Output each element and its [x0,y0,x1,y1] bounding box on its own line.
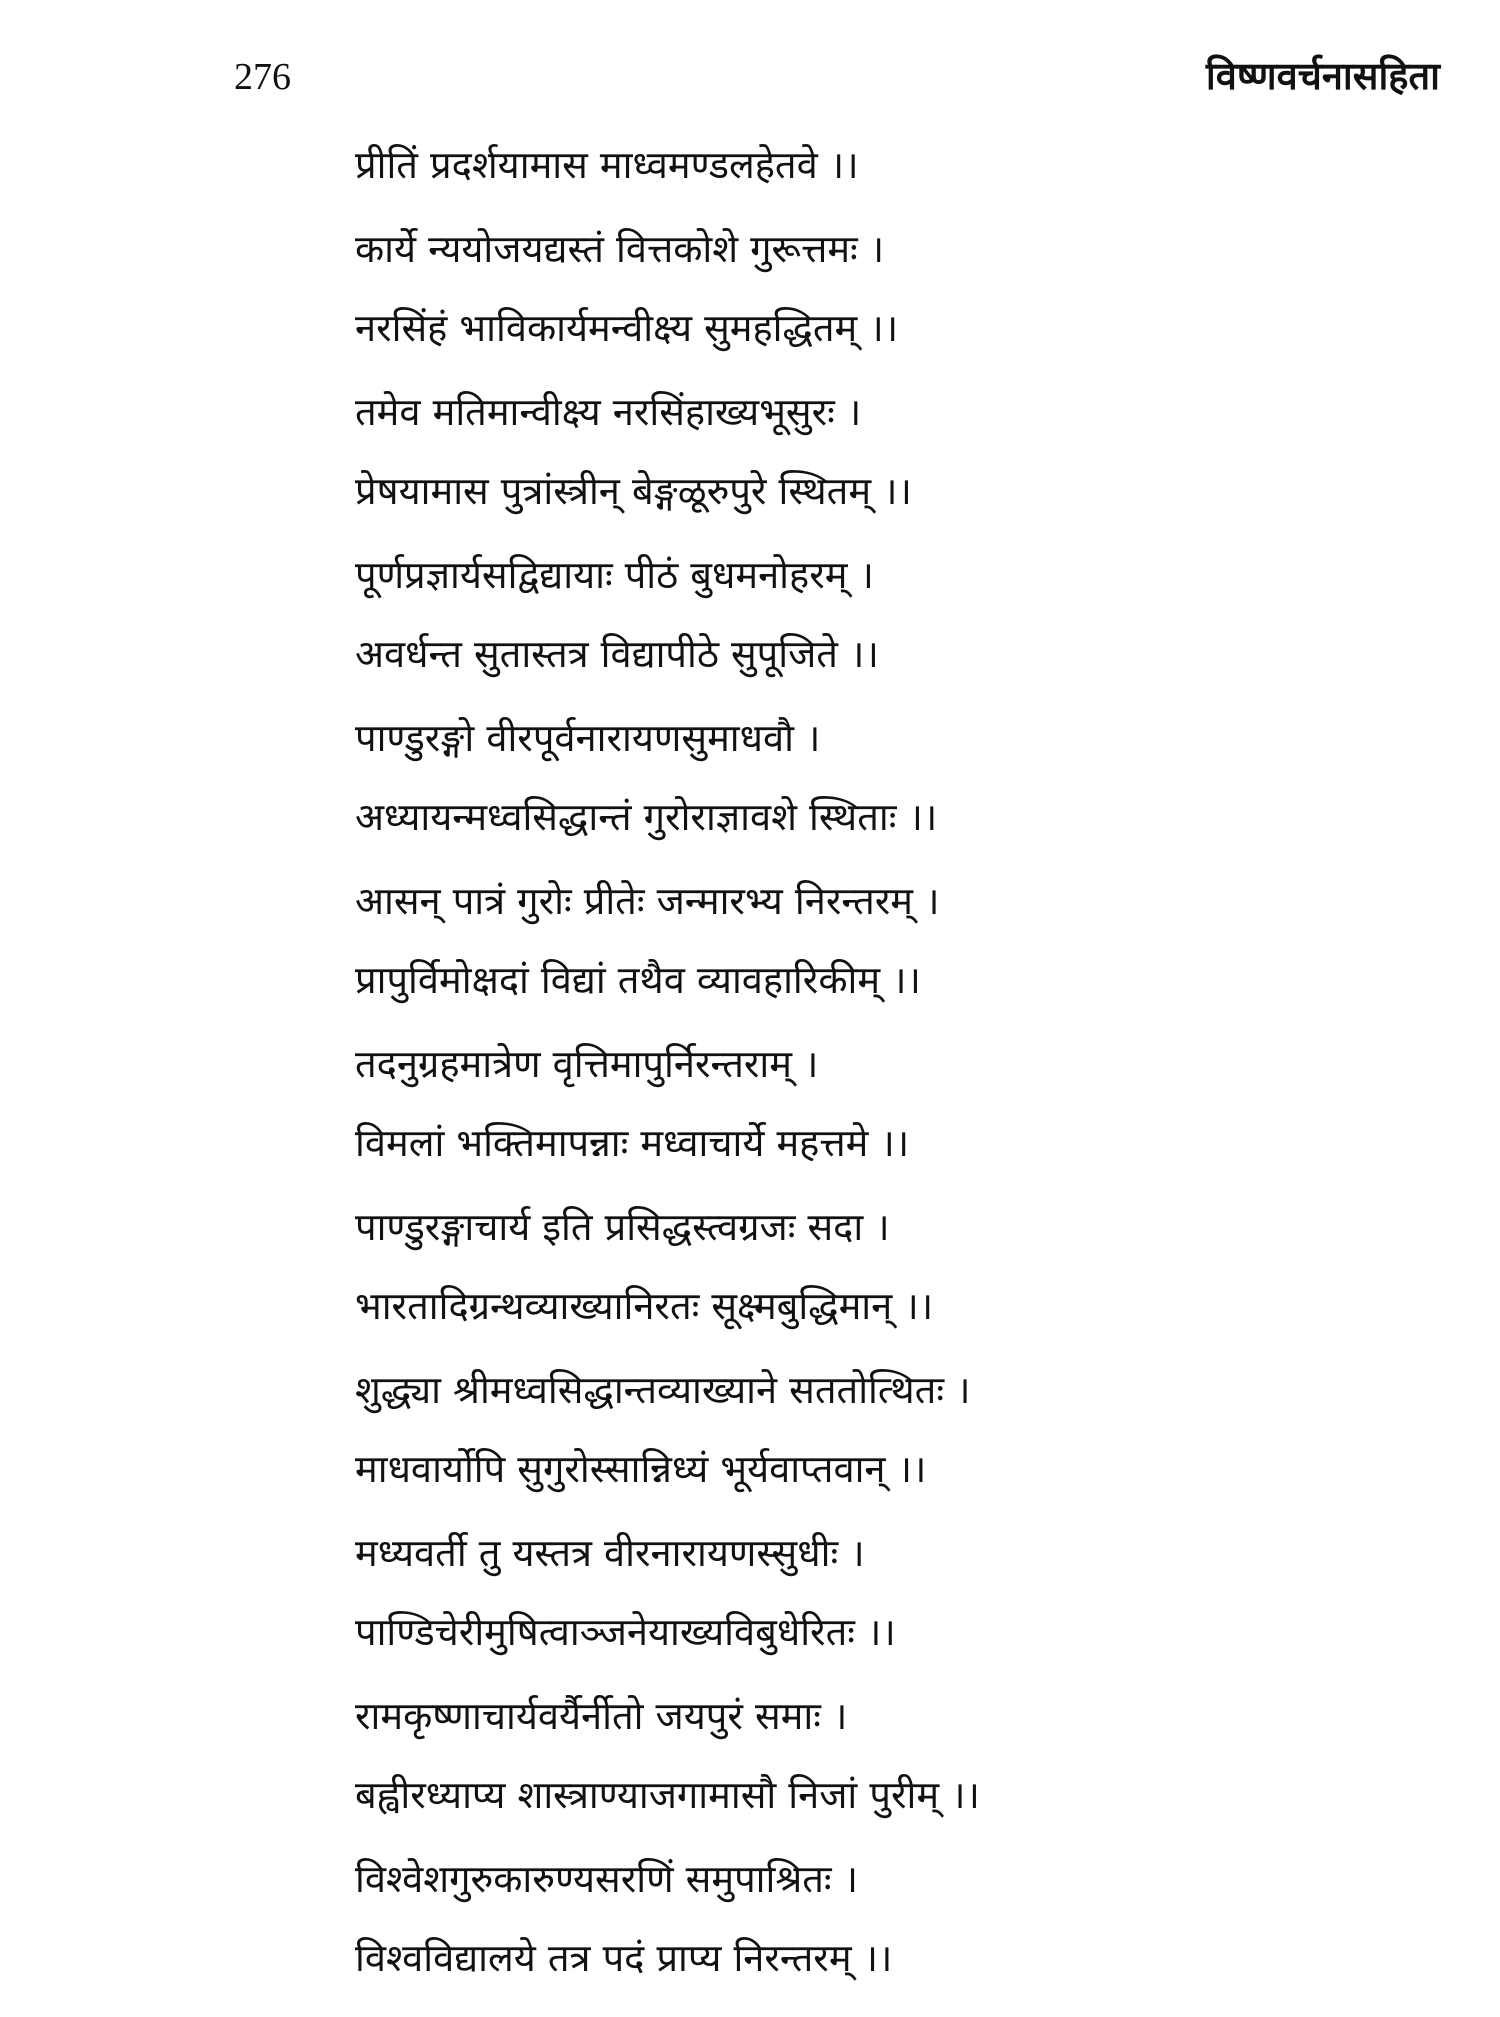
verse-line: प्रेषयामास पुत्रांस्त्रीन् बेङ्गळूरुपुरे स्थितम् ।। [355,469,912,513]
verse [355,1039,1455,1168]
verse [355,1202,1455,1331]
verse [355,713,1455,842]
verse-body [355,140,1455,2017]
verse-line: नरसिंहं भाविकार्यमन्वीक्ष्य सुमहद्धितम् ।। [355,306,899,350]
verse-line: भारतादिग्रन्थव्याख्यानिरतः सूक्ष्मबुद्धिमान् ।। [355,1284,934,1328]
verse [355,224,1455,353]
verse-line: मध्यवर्ती तु यस्तत्र वीरनारायणस्सुधीः । [355,1531,865,1575]
verse-line: प्रीतिं प्रदर्शयामास माध्वमण्डलहेतवे ।। [355,143,859,187]
verse [355,1528,1455,1657]
page-number: 276 [234,56,291,98]
verse-line: तमेव मतिमान्वीक्ष्य नरसिंहाख्यभूसुरः । [355,390,862,434]
verse-line: विश्वेशगुरुकारुण्यसरणिं समुपाश्रितः । [355,1857,859,1901]
verse-line: प्रापुर्विमोक्षदां विद्यां तथैव व्यावहारिकीम् ।। [355,958,921,1002]
verse [355,1854,1455,1983]
verse-line: शुद्ध्या श्रीमध्वसिद्धान्तव्याख्याने सततोत्थितः । [355,1368,971,1412]
verse-line: विश्वविद्यालये तत्र पदं प्राप्य निरन्तरम् ।। [355,1936,893,1980]
verse-line: तदनुग्रहमात्रेण वृत्तिमापुर्निरन्तराम् । [355,1042,819,1086]
verse-line: माधवार्योपि सुगुरोस्सान्निध्यं भूर्यवाप्तवान् ।। [355,1447,927,1491]
verse-line: पाण्डुरङ्गाचार्य इति प्रसिद्धस्त्वग्रजः सदा । [355,1205,890,1249]
verse-line: आसन् पात्रं गुरोः प्रीतेः जन्मारभ्य निरन्तरम् । [355,879,940,923]
verse [355,550,1455,679]
verse-fragment [355,140,1455,190]
verse-line: पाण्डुरङ्गो वीरपूर्वनारायणसुमाधवौ । [355,716,821,760]
verse-line: पाण्डिचेरीमुषित्वाञ्जनेयाख्यविबुधेरितः ।। [355,1610,896,1654]
verse-line: अध्यायन्मध्वसिद्धान्तं गुरोराज्ञावशे स्थिताः ।। [355,795,938,839]
verse-line: विमलां भक्तिमापन्नाः मध्वाचार्ये महत्तमे ।। [355,1121,910,1165]
verse [355,876,1455,1005]
running-title: विष्णवर्चनासहिता [1205,54,1440,98]
verse [355,387,1455,516]
verse-line: पूर्णप्रज्ञार्यसद्विद्यायाः पीठं बुधमनोहरम् । [355,553,874,597]
verse-line: अवर्धन्त सुतास्तत्र विद्यापीठे सुपूजिते ।। [355,632,879,676]
verse-line: रामकृष्णाचार्यवर्यैर्नीतो जयपुरं समाः । [355,1694,848,1738]
verse [355,1365,1455,1494]
verse-line: कार्ये न्ययोजयद्यस्तं वित्तकोशे गुरूत्तमः । [355,227,885,271]
verse-line: बह्वीरध्याप्य शास्त्राण्याजगामासौ निजां पुरीम् ।। [355,1773,980,1817]
verse [355,1691,1455,1820]
